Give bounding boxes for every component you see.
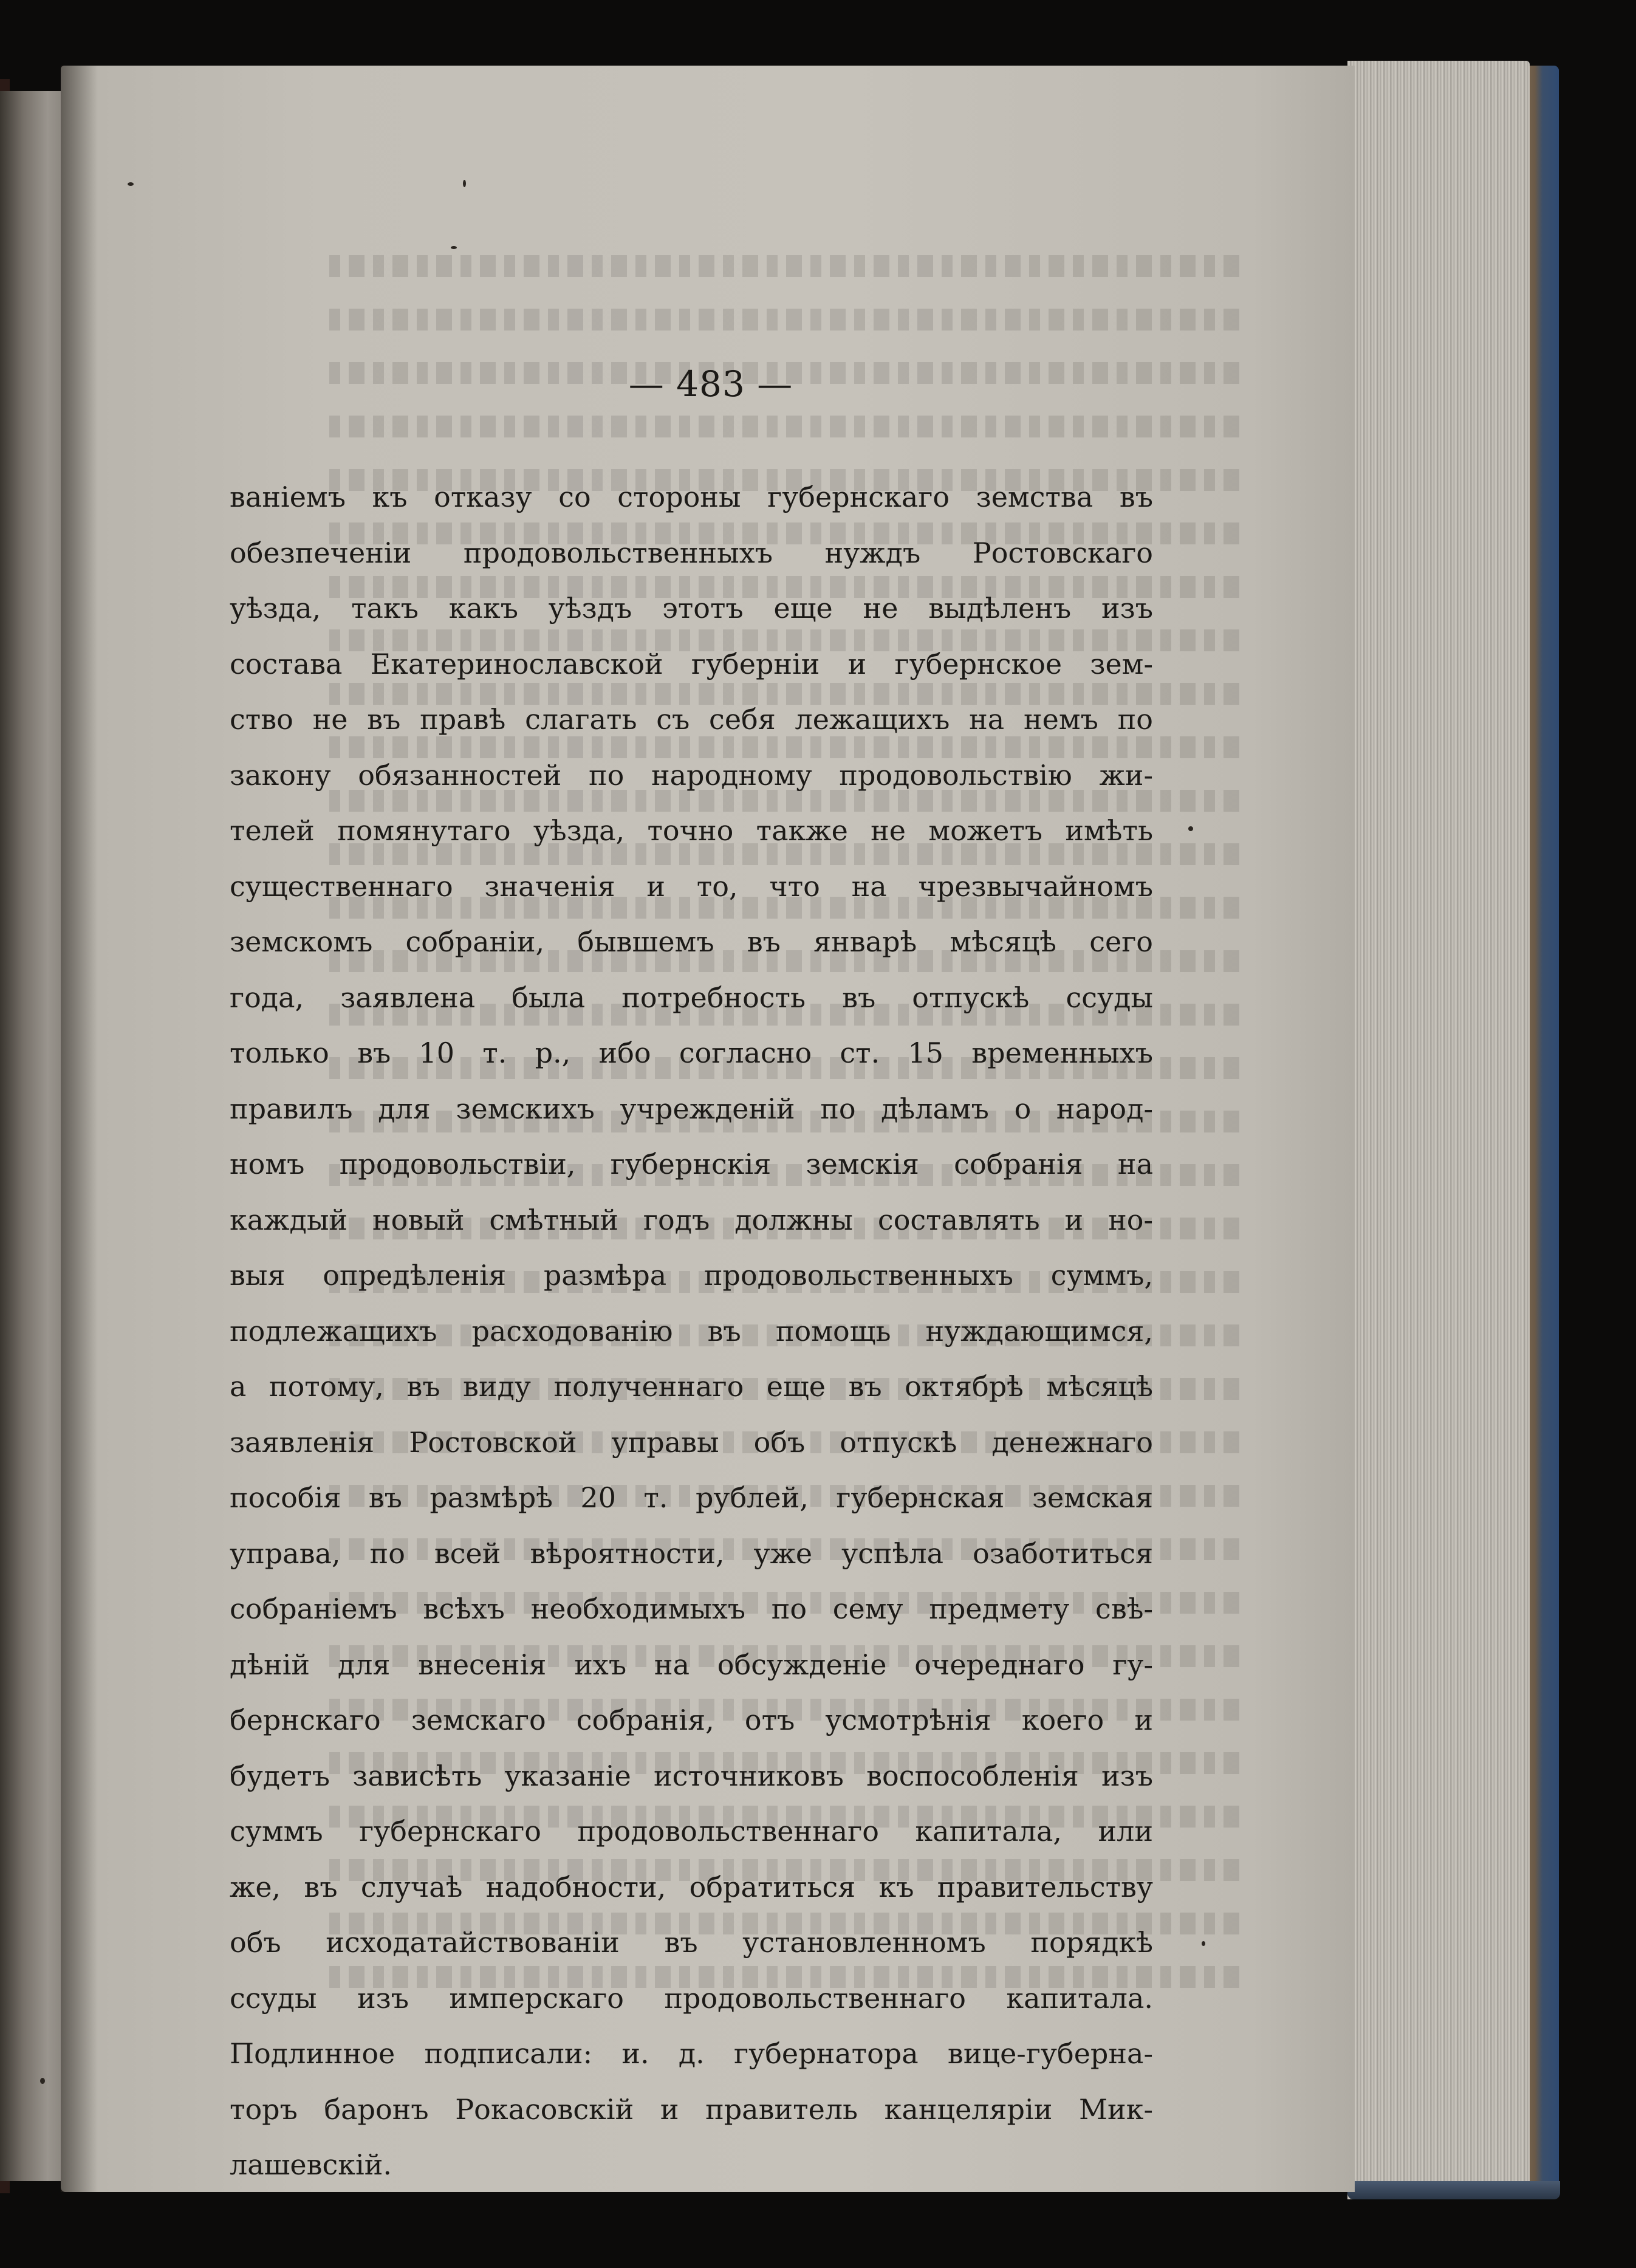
text-line: только въ 10 т. р., ибо согласно ст. 15 временныхъ <box>230 1036 1153 1069</box>
text-line: номъ продовольствіи, губернскія земскія собранія на <box>230 1148 1153 1180</box>
text-line: Подлинное подписали: и. д. губернатора вице-губерна- <box>230 2037 1153 2070</box>
gutter-shadow <box>61 66 97 2192</box>
text-line: лашевскій. <box>230 2148 392 2181</box>
text-line: дѣній для внесенія ихъ на обсужденіе очереднаго гу- <box>230 1648 1153 1681</box>
book-cover-bottom <box>1347 2181 1560 2199</box>
text-line: телей помянутаго уѣзда, точно также не можетъ имѣть <box>230 814 1153 847</box>
text-line: земскомъ собраніи, бывшемъ въ январѣ мѣсяцѣ сего <box>230 925 1153 958</box>
text-line: уѣзда, такъ какъ уѣздъ этотъ еще не выдѣленъ изъ <box>230 592 1153 625</box>
text-line: будетъ зависѣть указаніе источниковъ воспособленія изъ <box>230 1759 1153 1792</box>
text-line: собраніемъ всѣхъ необходимыхъ по сему предмету свѣ- <box>230 1592 1153 1625</box>
text-line: объ исходатайствованіи въ установленномъ порядкѣ <box>230 1926 1153 1959</box>
text-line: года, заявлена была потребность въ отпускѣ ссуды <box>230 981 1153 1014</box>
previous-page <box>0 91 68 2181</box>
text-line: заявленія Ростовской управы объ отпускѣ денежнаго <box>230 1425 1153 1459</box>
text-line: ство не въ правѣ слагать съ себя лежащихъ на немъ по <box>230 703 1153 736</box>
ink-speck <box>128 182 134 186</box>
ink-speck <box>1188 826 1193 831</box>
text-line: существеннаго значенія и то, что на чрезвычайномъ <box>230 869 1153 903</box>
text-line: состава Екатеринославской губерніи и губернское зем- <box>230 647 1153 680</box>
text-line: пособія въ размѣрѣ 20 т. рублей, губернская земская <box>230 1481 1153 1514</box>
text-line: суммъ губернскаго продовольственнаго капитала, или <box>230 1815 1153 1848</box>
text-line: закону обязанностей по народному продовольствію жи- <box>230 758 1153 792</box>
text-line: же, въ случаѣ надобности, обратиться къ правительству <box>230 1870 1153 1903</box>
text-line: правилъ для земскихъ учрежденій по дѣламъ о народ- <box>230 1092 1153 1125</box>
text-line: обезпеченіи продовольственныхъ нуждъ Ростовскаго <box>230 536 1153 569</box>
text-line: каждый новый смѣтный годъ должны составлять и но- <box>230 1203 1153 1236</box>
text-line: а потому, въ виду полученнаго еще въ октябрѣ мѣсяцѣ <box>230 1370 1153 1403</box>
ink-speck <box>451 246 457 249</box>
page-edges-stack <box>1347 61 1530 2199</box>
ink-speck <box>463 180 466 187</box>
text-line: ссуды изъ имперскаго продовольственнаго капитала. <box>230 1981 1153 2015</box>
page-body-text <box>230 470 1153 2193</box>
text-line: бернскаго земскаго собранія, отъ усмотрѣнія коего и <box>230 1704 1153 1736</box>
text-line: управа, по всей вѣроятности, уже успѣла озаботиться <box>230 1537 1153 1570</box>
text-line: подлежащихъ расходованію въ помощь нуждающимся, <box>230 1314 1153 1348</box>
text-line: ваніемъ къ отказу со стороны губернскаго земства въ <box>230 481 1153 513</box>
page-number: — 483 — <box>628 363 793 405</box>
text-line: выя опредѣленія размѣра продовольственныхъ суммъ, <box>230 1259 1153 1292</box>
text-line: торъ баронъ Рокасовскій и правитель канцеляріи Мик- <box>230 2092 1153 2126</box>
ink-speck <box>40 2078 45 2084</box>
ink-speck <box>1202 1941 1205 1946</box>
